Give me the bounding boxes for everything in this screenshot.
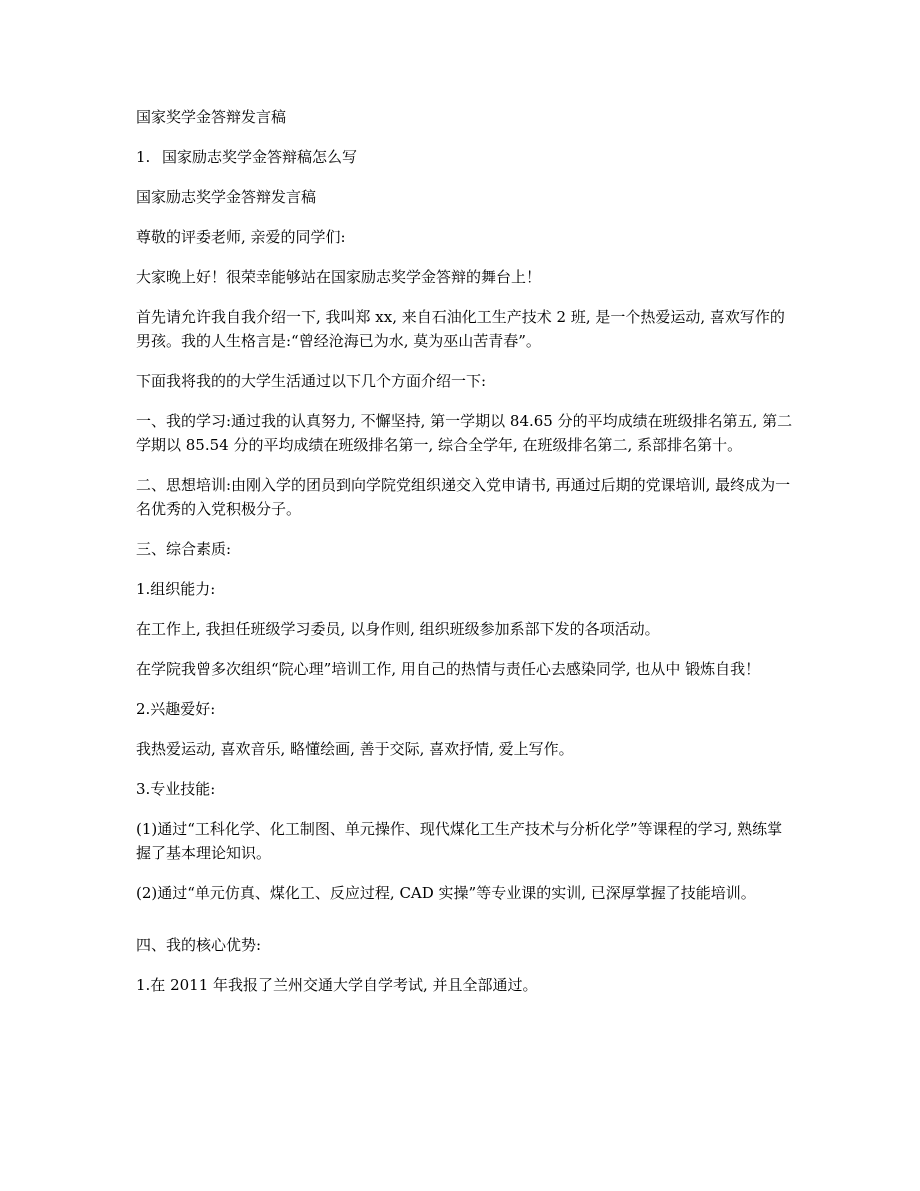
- greeting: 尊敬的评委老师, 亲爱的同学们:: [136, 228, 346, 246]
- intro-transition: 下面我将我的的大学生活通过以下几个方面介绍一下:: [136, 372, 487, 390]
- skills-heading: 3.专业技能:: [136, 780, 216, 798]
- ideology-section: 二、思想培训:由刚入学的团员到向学院党组织递交入党申请书, 再通过后期的党课培训, 最终成为一名优秀的入党积极分子。: [136, 476, 791, 518]
- hobby-paragraph: 我热爱运动, 喜欢音乐, 略懂绘画, 善于交际, 喜欢抒情, 爱上写作。: [136, 740, 574, 758]
- document-title: 国家奖学金答辩发言稿: [136, 108, 287, 126]
- study-section: 一、我的学习:通过我的认真努力, 不懈坚持, 第一学期以 84.65 分的平均成绩在班级排名第五, 第二学期以 85.54 分的平均成绩在班级排名第一, 综合全学年, 在班级排名第二, 系部排名第十。: [136, 412, 793, 454]
- organization-heading: 1.组织能力:: [136, 580, 216, 598]
- skills-item-1: (1)通过“工科化学、化工制图、单元操作、现代煤化工生产技术与分析化学”等课程的学习, 熟练掌握了基本理论知识。: [136, 820, 783, 862]
- section-heading-text: 国家励志奖学金答辩稿怎么写: [162, 148, 358, 166]
- section-number: 1.: [136, 148, 151, 166]
- speech-subtitle: 国家励志奖学金答辩发言稿: [136, 188, 317, 206]
- quality-heading: 三、综合素质:: [136, 540, 232, 558]
- section-heading: [136, 145, 796, 169]
- college-paragraph: 在学院我曾多次组织“院心理”培训工作, 用自己的热情与责任心去感染同学, 也从中 锻炼自我！: [136, 660, 761, 678]
- document-body: [136, 105, 796, 1013]
- opening-line: 大家晚上好！很荣幸能够站在国家励志奖学金答辩的舞台上！: [136, 268, 542, 286]
- work-paragraph: 在工作上, 我担任班级学习委员, 以身作则, 组织班级参加系部下发的各项活动。: [136, 620, 660, 638]
- hobby-heading: 2.兴趣爱好:: [136, 700, 216, 718]
- self-introduction: 首先请允许我自我介绍一下, 我叫郑 xx, 来自石油化工生产技术 2 班, 是一个热爱运动, 喜欢写作的男孩。我的人生格言是:“曾经沧海已为水, 莫为巫山苦青春”。: [136, 308, 785, 350]
- core-advantage-heading: 四、我的核心优势:: [136, 936, 262, 954]
- advantage-item-1: 1.在 2011 年我报了兰州交通大学自学考试, 并且全部通过。: [136, 976, 538, 994]
- skills-item-2: (2)通过“单元仿真、煤化工、反应过程, CAD 实操”等专业课的实训, 已深厚掌握了技能培训。: [136, 884, 756, 902]
